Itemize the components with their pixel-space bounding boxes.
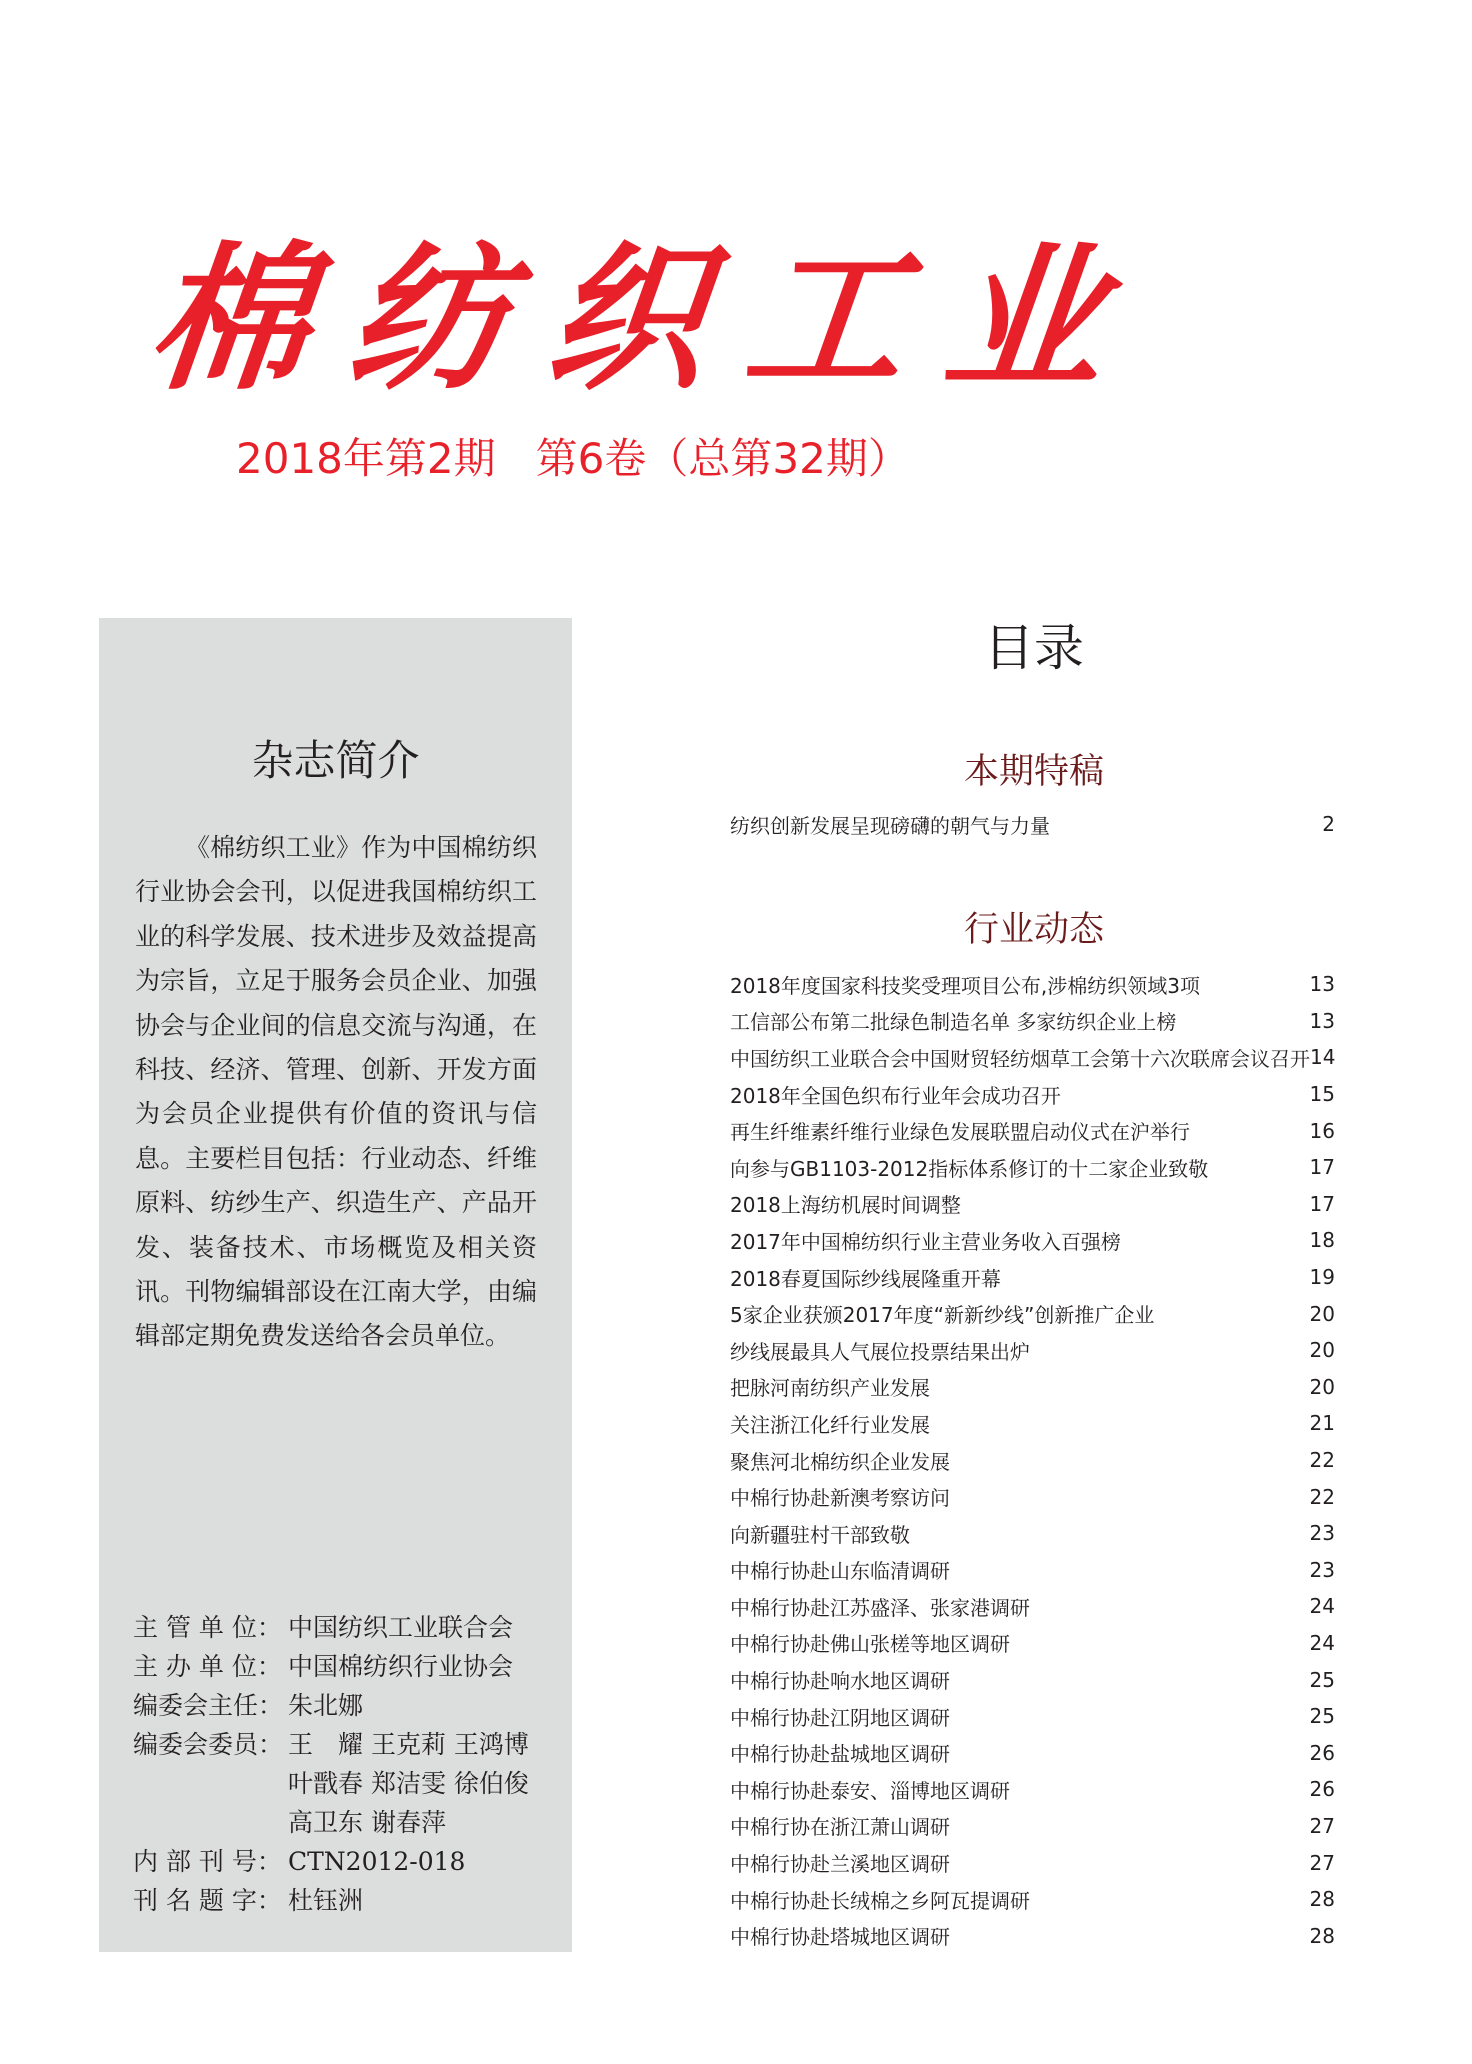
toc-entry-page: 20 (1309, 1374, 1335, 1399)
toc-entry-page: 20 (1309, 1301, 1335, 1326)
toc-entry-title: 2018上海纺机展时间调整 (730, 1193, 961, 1218)
toc-section-heading: 行业动态 (963, 910, 1104, 950)
toc-entry (730, 1771, 1335, 1808)
info-value: 杜钰洲 (288, 1886, 364, 1915)
toc-entry-title: 中国纺织工业联合会中国财贸轻纺烟草工会第十六次联席会议召开 (730, 1046, 1310, 1071)
toc-entry-title: 2018年全国色织布行业年会成功召开 (730, 1083, 1061, 1108)
toc-entry-page: 14 (1310, 1045, 1336, 1070)
toc-entry-page: 2 (1322, 812, 1335, 837)
info-label: 编委会委员： (133, 1730, 284, 1759)
toc-entry-page: 15 (1309, 1082, 1335, 1107)
info-label: 内 部 刊 号： (133, 1847, 282, 1876)
info-row-sponsor (133, 1647, 563, 1686)
toc-entry-page: 24 (1309, 1594, 1335, 1619)
toc-entry (730, 1149, 1335, 1186)
toc-entry (730, 1844, 1335, 1881)
toc-entry-page: 27 (1309, 1850, 1335, 1875)
toc-entry (730, 1112, 1335, 1149)
toc-entry-title: 聚焦河北棉纺织企业发展 (730, 1449, 950, 1474)
toc-entry-title: 工信部公布第二批绿色制造名单 多家纺织企业上榜 (730, 1010, 1177, 1035)
toc-entry-page: 23 (1309, 1557, 1335, 1582)
toc-entry (730, 1222, 1335, 1259)
info-label: 主 管 单 位： (133, 1613, 282, 1642)
toc-entry (730, 1405, 1335, 1442)
toc-entry-page: 23 (1309, 1521, 1335, 1546)
info-value: 中国纺织工业联合会 (288, 1613, 514, 1642)
toc-entry-page: 26 (1309, 1740, 1335, 1765)
toc-entry (730, 1003, 1335, 1040)
toc-entry (730, 1625, 1335, 1662)
masthead-char: 纺 (339, 227, 513, 412)
masthead-char: 工 (737, 227, 911, 412)
toc-entry (730, 1734, 1335, 1771)
info-value: 中国棉纺织行业协会 (288, 1652, 514, 1681)
toc-entry-title: 中棉行协赴塔城地区调研 (730, 1925, 950, 1950)
masthead-char: 棉 (140, 227, 314, 412)
toc-entry (730, 1698, 1335, 1735)
journal-masthead-title (140, 205, 1110, 435)
toc-entry-title: 中棉行协赴盐城地区调研 (730, 1742, 950, 1767)
toc-entry (730, 1881, 1335, 1918)
issue-info: 2018年第2期 第6卷（总第32期） (236, 434, 910, 483)
publication-info (133, 1608, 563, 1920)
toc-entry-title: 中棉行协赴江阴地区调研 (730, 1705, 950, 1730)
toc-entry-title: 2018春夏国际纱线展隆重开幕 (730, 1266, 1001, 1291)
toc-entry-title: 2017年中国棉纺织行业主营业务收入百强榜 (730, 1229, 1121, 1254)
masthead-char: 织 (538, 227, 712, 412)
toc-entry (730, 1515, 1335, 1552)
toc-entry (730, 1661, 1335, 1698)
toc-entry-title: 中棉行协赴泰安、淄博地区调研 (730, 1778, 1010, 1803)
toc-entry (730, 1478, 1335, 1515)
info-label: 编委会主任： (133, 1691, 284, 1720)
toc-entry-title: 纱线展最具人气展位投票结果出炉 (730, 1339, 1030, 1364)
toc-entry-page: 22 (1309, 1484, 1335, 1509)
toc-entry (730, 806, 1335, 843)
toc-entry-title: 中棉行协赴江苏盛泽、张家港调研 (730, 1595, 1030, 1620)
toc-title: 目录 (984, 619, 1084, 677)
toc-entry-page: 28 (1309, 1887, 1335, 1912)
toc-entry (730, 1369, 1335, 1406)
toc-entry-title: 向参与GB1103-2012指标体系修订的十二家企业致敬 (730, 1156, 1209, 1181)
toc-entry-title: 再生纤维素纤维行业绿色发展联盟启动仪式在沪举行 (730, 1120, 1190, 1145)
toc-entry-title: 向新疆驻村干部致敬 (730, 1522, 910, 1547)
info-value: 朱北娜 (288, 1691, 364, 1720)
toc-entry-title: 2018年度国家科技奖受理项目公布,涉棉纺织领域3项 (730, 973, 1200, 998)
toc-entry-title: 中棉行协在浙江萧山调研 (730, 1815, 950, 1840)
toc-section-news (730, 966, 1335, 1954)
toc-entry-page: 24 (1309, 1630, 1335, 1655)
info-row-serial (133, 1842, 563, 1881)
toc-entry-title: 关注浙江化纤行业发展 (730, 1412, 930, 1437)
toc-entry-title: 纺织创新发展呈现磅礴的朝气与力量 (730, 813, 1050, 838)
info-row-editor-chief (133, 1686, 563, 1725)
info-row-members (133, 1725, 563, 1764)
toc-entry (730, 1332, 1335, 1369)
toc-entry-page: 18 (1309, 1228, 1335, 1253)
toc-entry-title: 中棉行协赴山东临清调研 (730, 1559, 950, 1584)
toc-entry (730, 1808, 1335, 1845)
info-label: 主 办 单 位： (133, 1652, 282, 1681)
toc-entry-title: 中棉行协赴佛山张槎等地区调研 (730, 1632, 1010, 1657)
toc-entry-title: 中棉行协赴兰溪地区调研 (730, 1852, 950, 1877)
toc-entry-page: 22 (1309, 1448, 1335, 1473)
info-row-supervisor (133, 1608, 563, 1647)
toc-entry (730, 1552, 1335, 1589)
toc-entry-page: 21 (1309, 1411, 1335, 1436)
toc-entry (730, 1076, 1335, 1113)
toc-entry-page: 25 (1309, 1704, 1335, 1729)
toc-entry-page: 28 (1309, 1923, 1335, 1948)
intro-title: 杂志简介 (251, 736, 420, 785)
toc-entry-title: 中棉行协赴新澳考察访问 (730, 1486, 950, 1511)
intro-panel (99, 618, 572, 1952)
toc-entry-page: 19 (1309, 1265, 1335, 1290)
toc-entry-title: 5家企业获颁2017年度“新新纱线”创新推广企业 (730, 1303, 1155, 1328)
toc-entry-page: 13 (1309, 1008, 1335, 1033)
toc-entry-page: 25 (1309, 1667, 1335, 1692)
masthead-char: 业 (936, 227, 1110, 412)
info-label: 刊 名 题 字： (133, 1886, 282, 1915)
info-value: CTN2012-018 (288, 1847, 466, 1876)
toc-entry-page: 20 (1309, 1338, 1335, 1363)
toc-entry-page: 17 (1309, 1155, 1335, 1180)
toc-entry (730, 1259, 1335, 1296)
toc-entry-title: 把脉河南纺织产业发展 (730, 1376, 930, 1401)
info-members-continued: 叶戬春 郑洁雯 徐伯俊 (288, 1769, 529, 1798)
toc-entry-page: 27 (1309, 1813, 1335, 1838)
toc-entry-title: 中棉行协赴长绒棉之乡阿瓦提调研 (730, 1888, 1030, 1913)
toc-entry (730, 966, 1335, 1003)
toc-section-heading: 本期特稿 (963, 752, 1104, 792)
info-row-calligraphy (133, 1881, 563, 1920)
toc-section-special (730, 806, 1335, 843)
toc-entry (730, 1917, 1335, 1954)
info-members-continued: 高卫东 谢春萍 (288, 1808, 446, 1837)
toc-entry (730, 1295, 1335, 1332)
toc-entry-title: 中棉行协赴响水地区调研 (730, 1669, 950, 1694)
toc-entry (730, 1039, 1335, 1076)
toc-entry (730, 1186, 1335, 1223)
intro-body: 《棉纺织工业》作为中国棉纺织行业协会会刊，以促进我国棉纺织工业的科学发展、技术进步及效益提高为宗旨，立足于服务会员企业、加强协会与企业间的信息交流与沟通，在科技、经济、管理、创新、开发方面为会员企业提供有价值的资讯与信息。主要栏目包括：行业动态、纤维原料、纺纱生产、织造生产、产品开发、装备技术、市场概览及相关资讯。刊物编辑部设在江南大学，由编辑部定期免费发送给各会员单位。 (135, 833, 537, 1351)
toc-entry-page: 13 (1309, 972, 1335, 997)
toc-entry-page: 26 (1309, 1777, 1335, 1802)
toc-entry-page: 16 (1309, 1118, 1335, 1143)
toc-entry (730, 1442, 1335, 1479)
info-value: 王 耀 王克莉 王鸿博 (288, 1730, 529, 1759)
toc-entry-page: 17 (1309, 1191, 1335, 1216)
toc-entry (730, 1588, 1335, 1625)
